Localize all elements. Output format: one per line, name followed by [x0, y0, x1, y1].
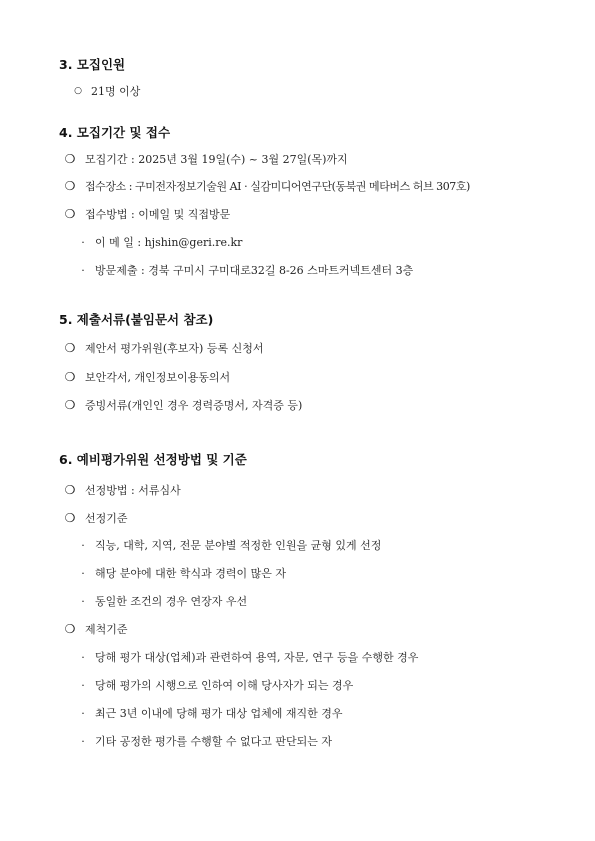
- circle-bullet-icon: ❍: [64, 511, 76, 525]
- dot-bullet-icon: ·: [81, 566, 85, 580]
- dot-bullet-icon: ·: [81, 678, 85, 692]
- section-3-heading: 3. 모집인원: [59, 57, 126, 72]
- circle-bullet-icon: ❍: [64, 207, 76, 221]
- circle-bullet-icon: ❍: [64, 622, 76, 636]
- section-6-heading: 6. 예비평가위원 선정방법 및 기준: [59, 452, 247, 467]
- document-proof-text: 증빙서류(개인인 경우 경력증명서, 자격증 등): [85, 399, 303, 412]
- circle-bullet-icon: ❍: [64, 152, 76, 166]
- criteria-item: [79, 537, 381, 553]
- circle-bullet-icon: ❍: [64, 370, 76, 384]
- section-6-exclusion: [63, 621, 128, 637]
- selection-method-text: 선정방법 : 서류심사: [85, 484, 181, 497]
- section-6-method: [63, 482, 181, 498]
- exclusion-item: [79, 733, 332, 749]
- section-5-item: [63, 397, 302, 413]
- section-6-criteria: [63, 510, 128, 526]
- submit-place-text: 접수장소 : 구미전자정보기술원 AI · 실감미디어연구단(동북권 메타버스 허브 307호): [85, 180, 470, 193]
- criteria-item: [79, 565, 286, 581]
- circle-bullet-icon: ❍: [64, 483, 76, 497]
- section-4-subitem-email: [79, 234, 242, 250]
- dot-bullet-icon: ·: [81, 734, 85, 748]
- dot-bullet-icon: ·: [81, 594, 85, 608]
- exclusion-item: [79, 649, 418, 665]
- section-5-heading: 5. 제출서류(붙임문서 참조): [59, 312, 214, 327]
- section-4-item-method: [63, 206, 230, 222]
- criteria-item-text: 직능, 대학, 지역, 전문 분야별 적정한 인원을 균형 있게 선정: [95, 539, 382, 552]
- section-4-subitem-visit: [79, 262, 413, 278]
- selection-criteria-label: 선정기준: [85, 512, 128, 525]
- dot-bullet-icon: ·: [81, 538, 85, 552]
- recruit-period-text: 모집기간 : 2025년 3월 19일(수) ~ 3월 27일(목)까지: [85, 153, 348, 166]
- exclusion-item-text: 최근 3년 이내에 당해 평가 대상 업체에 재직한 경우: [95, 707, 343, 720]
- document-security-text: 보안각서, 개인정보이용동의서: [85, 371, 231, 384]
- recruit-count-text: 21명 이상: [91, 85, 141, 98]
- circle-bullet-icon: ❍: [64, 341, 76, 355]
- criteria-item-text: 동일한 조건의 경우 연장자 우선: [95, 595, 248, 608]
- visit-address-text: 방문제출 : 경북 구미시 구미대로32길 8-26 스마트커넥트센터 3층: [95, 264, 414, 277]
- section-3-item: [73, 83, 140, 99]
- section-4-item-period: [63, 151, 348, 167]
- criteria-item: [79, 593, 247, 609]
- submit-method-text: 접수방법 : 이메일 및 직접방문: [85, 208, 231, 221]
- dot-bullet-icon: ·: [81, 706, 85, 720]
- email-text: 이 메 일 : hjshin@geri.re.kr: [95, 236, 243, 249]
- exclusion-item-text: 당해 평가 대상(업체)과 관련하여 용역, 자문, 연구 등을 수행한 경우: [95, 651, 419, 664]
- section-5-item: [63, 340, 263, 356]
- circle-bullet-icon: ❍: [64, 398, 76, 412]
- dot-bullet-icon: ·: [81, 235, 85, 249]
- exclusion-criteria-label: 제척기준: [85, 623, 128, 636]
- circle-bullet-icon: ❍: [64, 179, 76, 193]
- dot-bullet-icon: ·: [81, 650, 85, 664]
- exclusion-item: [79, 677, 353, 693]
- hollow-circle-bullet-icon: ○: [74, 86, 82, 96]
- exclusion-item-text: 당해 평가의 시행으로 인하여 이해 당사자가 되는 경우: [95, 679, 354, 692]
- section-5-item: [63, 369, 230, 385]
- criteria-item-text: 해당 분야에 대한 학식과 경력이 많은 자: [95, 567, 286, 580]
- section-4-heading: 4. 모집기간 및 접수: [59, 125, 171, 140]
- document-proposal-text: 제안서 평가위원(후보자) 등록 신청서: [85, 342, 264, 355]
- exclusion-item: [79, 705, 343, 721]
- section-4-item-place: [63, 178, 470, 194]
- dot-bullet-icon: ·: [81, 263, 85, 277]
- exclusion-item-text: 기타 공정한 평가를 수행할 수 없다고 판단되는 자: [95, 735, 332, 748]
